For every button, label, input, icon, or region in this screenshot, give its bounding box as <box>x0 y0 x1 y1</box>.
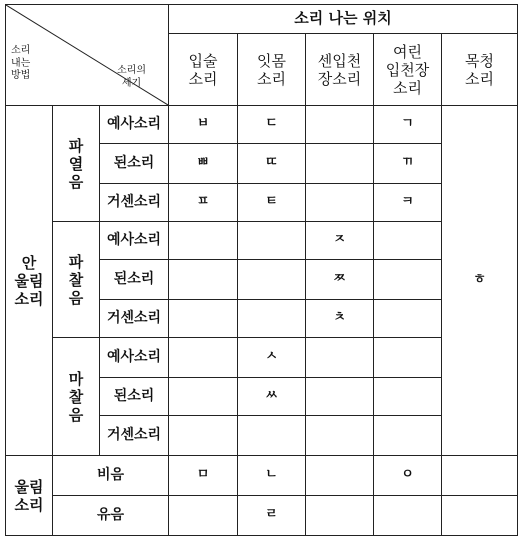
cell: ㅁ <box>169 456 238 496</box>
cell: ㅉ <box>306 260 374 300</box>
strength-aspirated: 거센소리 <box>100 300 169 338</box>
cell <box>374 378 442 416</box>
header-row-1 <box>6 5 518 34</box>
strength-label: 소리의 세기 <box>117 65 146 89</box>
cell <box>374 222 442 260</box>
cell <box>306 144 374 184</box>
cell <box>374 338 442 378</box>
sonorant-nasal: 비음 <box>53 456 169 496</box>
subgroup-fricative: 마 찰 음 <box>53 338 100 456</box>
place-glottal: 목청 소리 <box>442 34 518 106</box>
cell <box>169 496 238 536</box>
cell <box>306 496 374 536</box>
cell: ㅂ <box>169 106 238 144</box>
table-row <box>6 222 518 260</box>
cell <box>169 338 238 378</box>
table-row <box>6 106 518 144</box>
cell <box>306 184 374 222</box>
cell: ㄴ <box>238 456 306 496</box>
cell: ㄸ <box>238 144 306 184</box>
cell <box>306 378 374 416</box>
subgroup-plosive: 파 열 음 <box>53 106 100 222</box>
cell <box>374 260 442 300</box>
cell <box>238 222 306 260</box>
cell-glottal-fricative: ㅎ <box>442 106 518 456</box>
cell <box>306 456 374 496</box>
cell <box>238 416 306 456</box>
strength-aspirated: 거센소리 <box>100 184 169 222</box>
cell <box>442 456 518 496</box>
cell <box>306 416 374 456</box>
strength-plain: 예사소리 <box>100 106 169 144</box>
strength-tense: 된소리 <box>100 378 169 416</box>
cell <box>374 416 442 456</box>
cell: ㅊ <box>306 300 374 338</box>
cell: ㅇ <box>374 456 442 496</box>
strength-plain: 예사소리 <box>100 338 169 378</box>
group-sonorant: 울림 소리 <box>6 456 53 536</box>
cell <box>169 300 238 338</box>
table-row <box>6 338 518 378</box>
cell: ㅃ <box>169 144 238 184</box>
cell <box>238 300 306 338</box>
place-palatal: 센입천 장소리 <box>306 34 374 106</box>
cell <box>169 416 238 456</box>
strength-tense: 된소리 <box>100 144 169 184</box>
cell <box>306 106 374 144</box>
cell: ㅅ <box>238 338 306 378</box>
place-alveolar: 잇몸 소리 <box>238 34 306 106</box>
sonorant-liquid: 유음 <box>53 496 169 536</box>
consonant-classification-table <box>5 4 518 536</box>
cell <box>238 260 306 300</box>
cell <box>306 338 374 378</box>
cell <box>374 300 442 338</box>
cell: ㅍ <box>169 184 238 222</box>
cell: ㄱ <box>374 106 442 144</box>
subgroup-affricate: 파 찰 음 <box>53 222 100 338</box>
table-row <box>6 456 518 496</box>
manner-label: 소리 내는 방법 <box>11 45 31 81</box>
group-obstruent: 안 울림 소리 <box>6 106 53 456</box>
cell: ㅆ <box>238 378 306 416</box>
cell <box>374 496 442 536</box>
place-bilabial: 입술 소리 <box>169 34 238 106</box>
table-row <box>6 496 518 536</box>
cell: ㅌ <box>238 184 306 222</box>
place-title: 소리 나는 위치 <box>169 5 518 34</box>
cell: ㄹ <box>238 496 306 536</box>
consonant-table-wrapper <box>5 4 518 536</box>
cell: ㅈ <box>306 222 374 260</box>
cell <box>169 222 238 260</box>
strength-aspirated: 거센소리 <box>100 416 169 456</box>
strength-plain: 예사소리 <box>100 222 169 260</box>
cell <box>169 260 238 300</box>
cell <box>442 496 518 536</box>
cell <box>169 378 238 416</box>
cell: ㅋ <box>374 184 442 222</box>
cell: ㄷ <box>238 106 306 144</box>
cell: ㄲ <box>374 144 442 184</box>
strength-tense: 된소리 <box>100 260 169 300</box>
corner-header-cell <box>6 5 169 106</box>
place-velar: 여린 입천장 소리 <box>374 34 442 106</box>
